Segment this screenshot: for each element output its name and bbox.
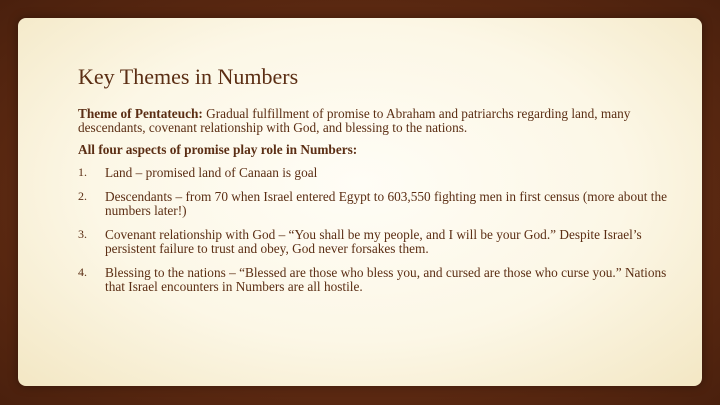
slide [18,18,702,386]
intro-text: Gradual fulfillment of promise to Abraham and patriarchs regarding land, many descendants, covenant relationship with God, and blessing to the nations. [78,106,631,135]
list-item [78,228,678,255]
list-item [78,266,678,293]
subheading-text: All four aspects of promise play role in Numbers: [78,142,358,157]
list-item-number: 2. [78,189,87,203]
intro-label: Theme of Pentateuch: [78,106,203,121]
list-item-text: Land – promised land of Canaan is goal [105,164,318,180]
list-item-number: 1. [78,164,87,179]
intro-paragraph [78,107,678,134]
list-item-text: Descendants – from 70 when Israel entered Egypt to 603,550 fighting men in first census (more about the numbers later!) [105,189,668,218]
subheading [78,143,678,157]
slide-body [78,107,678,304]
list-item-number: 4. [78,265,87,279]
list-item-number: 3. [78,227,87,241]
list-item-text: Covenant relationship with God – “You shall be my people, and I will be your God.” Despite Israel’s persistent failure to trust and obey, God never forsakes them. [105,227,642,256]
list-item [78,190,678,217]
list-item [78,166,678,180]
promise-list [78,166,678,294]
slide-title: Key Themes in Numbers [78,64,299,89]
list-item-text: Blessing to the nations – “Blessed are those who bless you, and cursed are those who curse you.” Nations that Israel encounters in Numbers are all hostile. [105,265,667,294]
